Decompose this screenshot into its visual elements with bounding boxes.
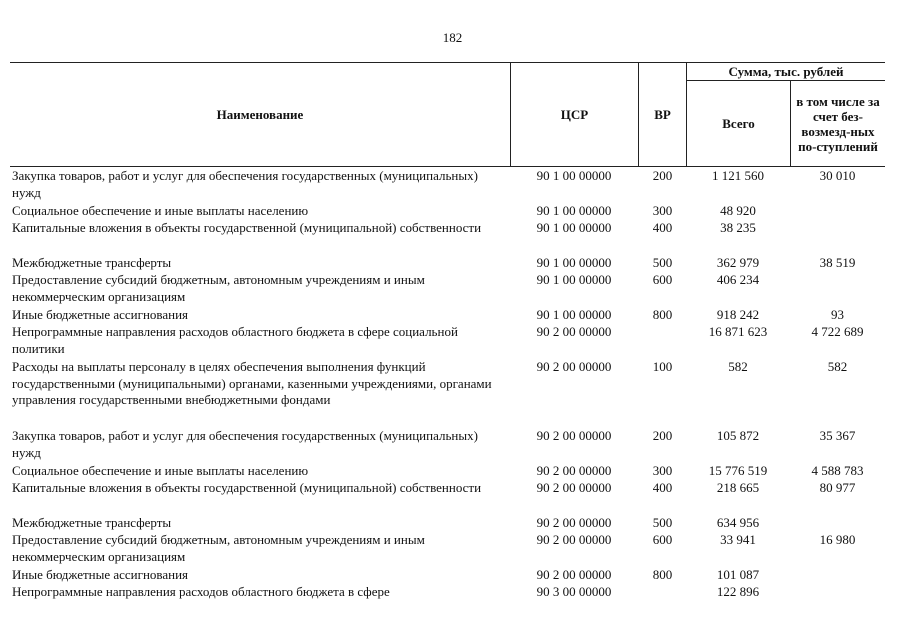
row-csr: 90 2 00 00000 (536, 463, 612, 478)
row-name: Капитальные вложения в объекты государственной (муниципальной) собственности (12, 220, 482, 235)
row-name: Непрограммные направления расходов областного бюджета в сфере социальной политики (12, 324, 458, 356)
table-row (0, 463, 905, 480)
table-row (0, 359, 905, 428)
row-total: 101 087 (716, 567, 760, 582)
row-total: 38 235 (720, 220, 756, 235)
row-name: Межбюджетные трансферты (12, 255, 172, 270)
header-csr: ЦСР (560, 107, 589, 122)
row-vr: 200 (652, 168, 673, 183)
row-free: 80 977 (819, 480, 856, 495)
table-row (0, 324, 905, 359)
row-total: 15 776 519 (708, 463, 768, 478)
row-total: 362 979 (716, 255, 760, 270)
table-row (0, 515, 905, 532)
row-total: 105 872 (716, 428, 760, 443)
row-vr: 200 (652, 428, 673, 443)
row-total: 1 121 560 (712, 168, 764, 183)
table-row (0, 567, 905, 584)
table-row (0, 428, 905, 463)
row-vr: 400 (652, 220, 673, 235)
row-csr: 90 2 00 00000 (536, 428, 612, 443)
row-free: 35 367 (819, 428, 856, 443)
row-total: 48 920 (720, 203, 756, 218)
row-csr: 90 2 00 00000 (536, 480, 612, 495)
row-vr: 600 (652, 272, 673, 287)
table-row (0, 307, 905, 324)
row-name: Иные бюджетные ассигнования (12, 307, 189, 322)
table-row (0, 203, 905, 220)
row-vr: 300 (652, 203, 673, 218)
table-row (0, 255, 905, 272)
row-total: 122 896 (716, 584, 760, 599)
row-total: 33 941 (720, 532, 756, 547)
table-header (10, 62, 885, 167)
table-row (0, 220, 905, 255)
row-vr: 500 (652, 255, 673, 270)
row-total: 406 234 (716, 272, 760, 287)
header-sum-group: Сумма, тыс. рублей (728, 63, 844, 79)
header-free: в том числе за счет без-возмезд-ных по-ступлений (796, 93, 880, 154)
row-name: Предоставление субсидий бюджетным, автономным учреждениям и иным некоммерческим организациям (12, 532, 425, 564)
row-free: 4 588 783 (811, 463, 864, 478)
row-vr: 300 (652, 463, 673, 478)
header-name: Наименование (216, 107, 304, 122)
row-csr: 90 2 00 00000 (536, 515, 612, 530)
row-free: 30 010 (819, 168, 856, 183)
table-row (0, 272, 905, 307)
table-body (0, 168, 905, 601)
header-total: Всего (722, 116, 755, 131)
row-csr: 90 1 00 00000 (536, 220, 612, 235)
row-csr: 90 2 00 00000 (536, 359, 612, 374)
row-csr: 90 1 00 00000 (536, 255, 612, 270)
row-vr: 500 (652, 515, 673, 530)
row-vr: 400 (652, 480, 673, 495)
row-name: Закупка товаров, работ и услуг для обеспечения государственных (муниципальных) нужд (12, 168, 478, 200)
row-name: Социальное обеспечение и иные выплаты населению (12, 203, 309, 218)
row-name: Социальное обеспечение и иные выплаты населению (12, 463, 309, 478)
row-name: Межбюджетные трансферты (12, 515, 172, 530)
row-csr: 90 2 00 00000 (536, 532, 612, 547)
page-number: 182 (442, 30, 463, 45)
row-vr: 800 (652, 567, 673, 582)
row-vr: 600 (652, 532, 673, 547)
row-csr: 90 1 00 00000 (536, 203, 612, 218)
row-csr: 90 2 00 00000 (536, 324, 612, 339)
row-total: 218 665 (716, 480, 760, 495)
row-total: 582 (728, 359, 748, 374)
row-csr: 90 3 00 00000 (536, 584, 612, 599)
row-csr: 90 1 00 00000 (536, 272, 612, 287)
row-free: 16 980 (819, 532, 856, 547)
table-row (0, 480, 905, 515)
row-csr: 90 1 00 00000 (536, 307, 612, 322)
header-vr: ВР (654, 107, 671, 122)
row-free: 38 519 (819, 255, 856, 270)
row-name: Непрограммные направления расходов областного бюджета в сфере (12, 584, 390, 599)
row-total: 918 242 (716, 307, 760, 322)
row-vr: 800 (652, 307, 673, 322)
table-row (0, 584, 905, 601)
row-name: Расходы на выплаты персоналу в целях обеспечения выполнения функций государственными (муниципальными) органами, казенными учреждениями, органами управления государственными внебюджетными фондами (12, 359, 492, 407)
row-total: 16 871 623 (708, 324, 768, 339)
row-free: 4 722 689 (811, 324, 864, 339)
row-csr: 90 2 00 00000 (536, 567, 612, 582)
row-free: 93 (831, 307, 844, 322)
row-name: Капитальные вложения в объекты государственной (муниципальной) собственности (12, 480, 482, 495)
table-row (0, 532, 905, 567)
row-free: 582 (827, 359, 848, 374)
row-csr: 90 1 00 00000 (536, 168, 612, 183)
row-vr: 100 (652, 359, 673, 374)
row-name: Предоставление субсидий бюджетным, автономным учреждениям и иным некоммерческим организациям (12, 272, 425, 304)
table-row (0, 168, 905, 203)
row-total: 634 956 (716, 515, 760, 530)
row-name: Иные бюджетные ассигнования (12, 567, 189, 582)
row-name: Закупка товаров, работ и услуг для обеспечения государственных (муниципальных) нужд (12, 428, 478, 460)
